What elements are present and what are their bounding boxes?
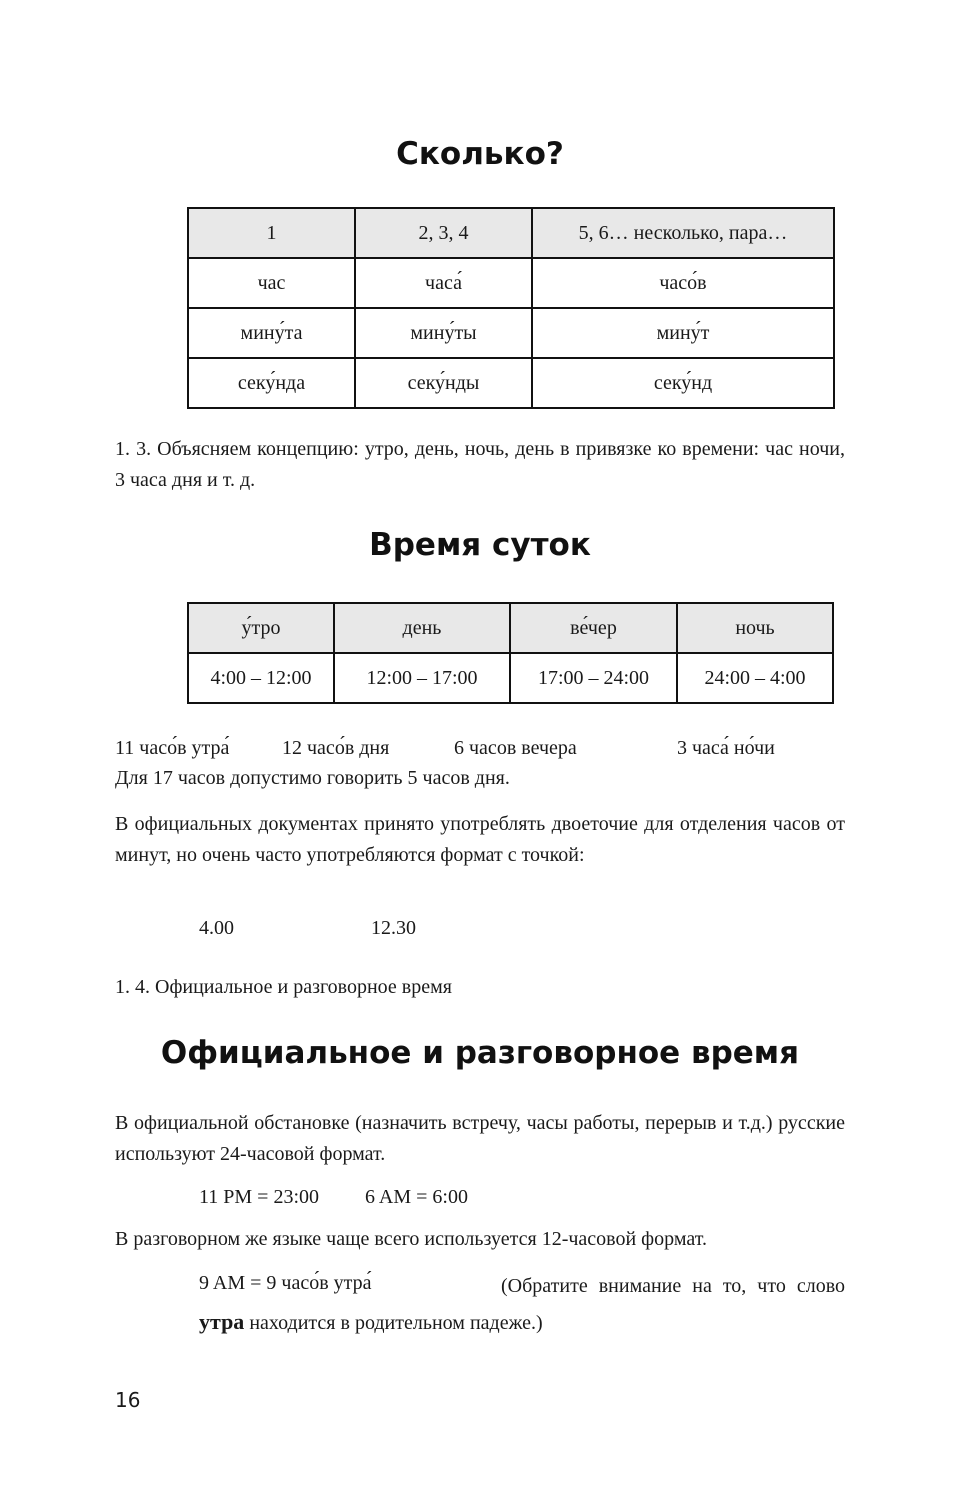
example-3: 3 часа́ но́чи (677, 737, 775, 759)
table-cell: 17:00 – 24:00 (510, 653, 677, 703)
remark-line1 (199, 1268, 845, 1304)
dot-example: 4.00 (199, 917, 234, 939)
page-number: 16 (115, 1388, 141, 1412)
concept-note: 1. 3. Объясняем концепцию: утро, день, ночь, день в привязке ко времени: час ночи, 3 часа дня и т. д. (115, 438, 845, 491)
official-intro: В официальной обстановке (назначить встречу, часы работы, перерыв и т.д.) русские используют 24-часовой формат. (115, 1112, 845, 1165)
table-header-cell: день (334, 603, 510, 653)
example-11: 11 часо́в утра́ (115, 737, 230, 759)
table-header-cell: у́тро (188, 603, 334, 653)
table-cell: 4:00 – 12:00 (188, 653, 334, 703)
heading-skolko: Сколько? (396, 136, 564, 172)
example-24h: 6 AM = 6:00 (365, 1186, 468, 1208)
remark-bold-word: утра (199, 1309, 245, 1334)
example-12h: 9 AM = 9 часо́в утра́ (199, 1272, 372, 1294)
table-cell: часо́в (532, 258, 834, 308)
time-of-day-table (187, 602, 834, 704)
example-6: 6 часов вечера (454, 737, 577, 759)
table-header-row (188, 208, 834, 258)
next-item: 1. 4. Официальное и разговорное время (115, 976, 452, 998)
table-cell: секу́нд (532, 358, 834, 408)
table-header-cell: ве́чер (510, 603, 677, 653)
table-cell: мину́т (532, 308, 834, 358)
count-table (187, 207, 835, 409)
table-header-cell: 2, 3, 4 (355, 208, 532, 258)
note-17: Для 17 часов допустимо говорить 5 часов дня. (115, 767, 510, 789)
table-cell: час (188, 258, 355, 308)
remark-text: находится в родительном падеже.) (249, 1312, 543, 1334)
table-row (188, 308, 834, 358)
remark-line2 (199, 1304, 845, 1341)
table-row (188, 653, 833, 703)
table-row (188, 258, 834, 308)
table-cell: 24:00 – 4:00 (677, 653, 833, 703)
official-note: В официальных документах принято употреблять двоеточие для отделения часов от минут, но очень часто употребляются формат с точкой: (115, 813, 845, 866)
remark (199, 1268, 845, 1341)
table-cell: секу́нда (188, 358, 355, 408)
remark-text: (Обратите внимание на то, что слово (501, 1275, 845, 1297)
dot-example: 12.30 (371, 917, 416, 939)
colloquial-note: В разговорном же языке чаще всего используется 12-часовой формат. (115, 1228, 707, 1250)
table-header-cell: 5, 6… несколько, пара… (532, 208, 834, 258)
example-24h: 11 PM = 23:00 (199, 1186, 319, 1208)
table-cell: секу́нды (355, 358, 532, 408)
table-cell: часа́ (355, 258, 532, 308)
table-cell: мину́ты (355, 308, 532, 358)
table-row (188, 358, 834, 408)
table-header-cell: 1 (188, 208, 355, 258)
table-cell: мину́та (188, 308, 355, 358)
heading-time-of-day: Время суток (369, 527, 591, 563)
example-12: 12 часо́в дня (282, 737, 390, 759)
table-header-row (188, 603, 833, 653)
table-header-cell: ночь (677, 603, 833, 653)
heading-official-colloquial: Официальное и разговорное время (160, 1035, 800, 1071)
table-cell: 12:00 – 17:00 (334, 653, 510, 703)
